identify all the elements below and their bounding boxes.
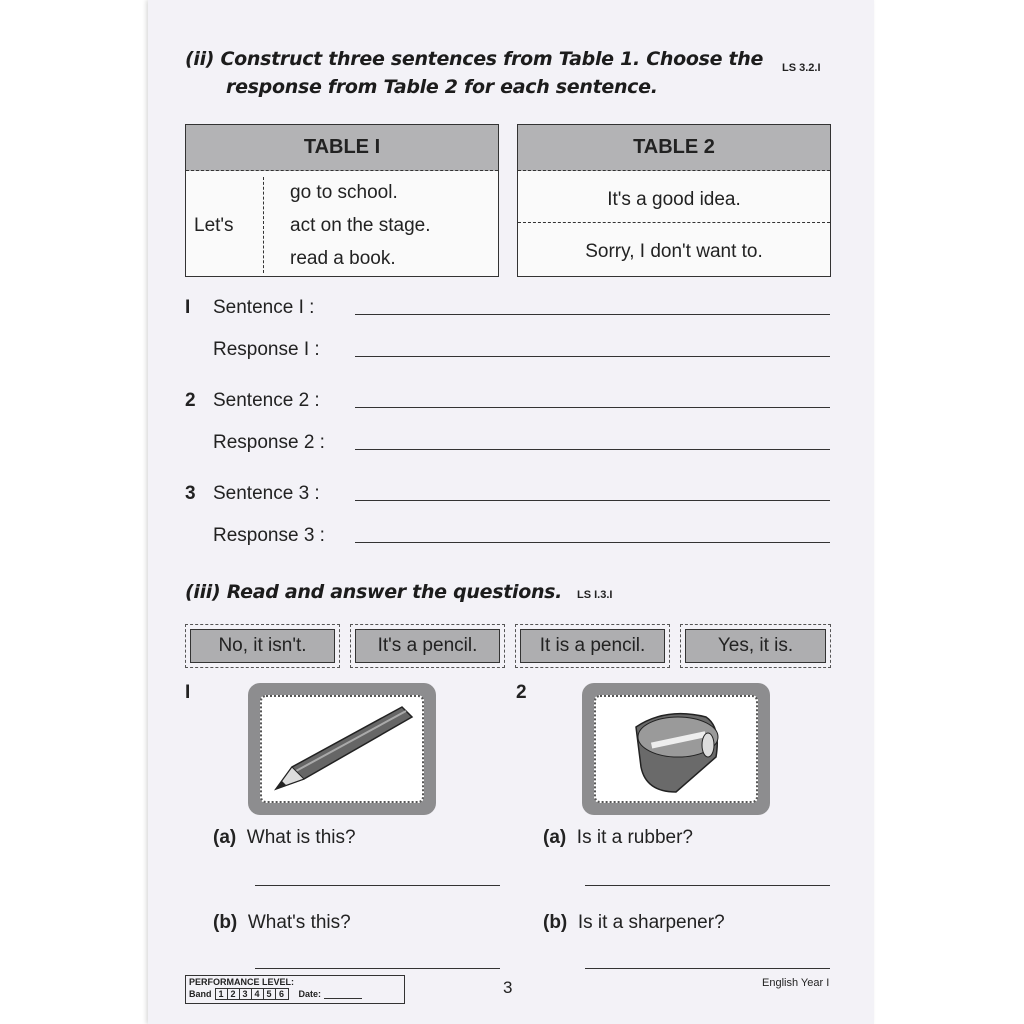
answer-option-label: It is a pencil. [520,629,665,663]
section-ii-heading-1: (ii) Construct three sentences from Table 1. Choose the [185,48,764,70]
answer-option-label: It's a pencil. [355,629,500,663]
performance-label: PERFORMANCE LEVEL: [189,977,295,987]
answer-line[interactable] [355,500,830,501]
answer-line[interactable] [255,968,500,969]
sharpener-icon [596,697,756,801]
answer-line[interactable] [355,356,830,357]
answer-option [350,624,505,668]
band-label: Band [189,989,212,999]
band-box[interactable]: 2 [228,989,240,999]
row-label: Sentence I : [213,297,315,318]
table-1-title: TABLE I [186,125,498,171]
pencil-picture [248,683,436,815]
row-number: I [185,297,191,318]
band-box[interactable]: 3 [240,989,252,999]
page-number: 3 [503,978,513,997]
section-ii-heading-2: response from Table 2 for each sentence. [226,76,658,98]
table-1-option: read a book. [290,248,396,269]
pencil-icon [262,697,422,801]
performance-level-box [185,975,405,1004]
row-number: 3 [185,483,196,504]
question-2a: (a) Is it a rubber? [543,827,693,848]
band-box[interactable]: 1 [216,989,228,999]
table-1-option: go to school. [290,182,398,203]
date-field[interactable] [324,990,362,999]
subject-label: English Year I [762,977,830,989]
answer-line[interactable] [355,449,830,450]
table-2 [517,124,831,277]
section-iii-heading: (iii) Read and answer the questions. [185,581,563,603]
question-2b: (b) Is it a sharpener? [543,912,725,933]
answer-line[interactable] [585,885,830,886]
section-ii-code: LS 3.2.I [782,62,821,74]
answer-option [680,624,831,668]
band-box[interactable]: 5 [264,989,276,999]
answer-option-label: No, it isn't. [190,629,335,663]
row-label: Response 2 : [213,432,325,453]
answer-line[interactable] [355,314,830,315]
table-2-response: It's a good idea. [607,189,741,210]
row-label: Sentence 2 : [213,390,320,411]
band-box[interactable]: 6 [278,989,284,999]
table-1-option: act on the stage. [290,215,431,236]
band-box[interactable]: 4 [252,989,264,999]
answer-line[interactable] [355,542,830,543]
table-1 [185,124,499,277]
table-2-response: Sorry, I don't want to. [585,241,763,262]
answer-line[interactable] [585,968,830,969]
row-label: Response I : [213,339,320,360]
question-number: I [185,682,191,703]
row-label: Sentence 3 : [213,483,320,504]
row-label: Response 3 : [213,525,325,546]
row-number: 2 [185,390,196,411]
answer-option-label: Yes, it is. [685,629,826,663]
question-1a: (a) What is this? [213,827,356,848]
answer-option [515,624,670,668]
answer-option [185,624,340,668]
question-1b: (b) What's this? [213,912,351,933]
section-iii-code: LS I.3.I [577,589,613,601]
table-2-title: TABLE 2 [518,125,830,171]
answer-line[interactable] [355,407,830,408]
table-1-prefix: Let's [194,215,234,236]
sharpener-picture [582,683,770,815]
answer-line[interactable] [255,885,500,886]
question-number: 2 [516,682,527,703]
date-label: Date: [298,989,322,999]
